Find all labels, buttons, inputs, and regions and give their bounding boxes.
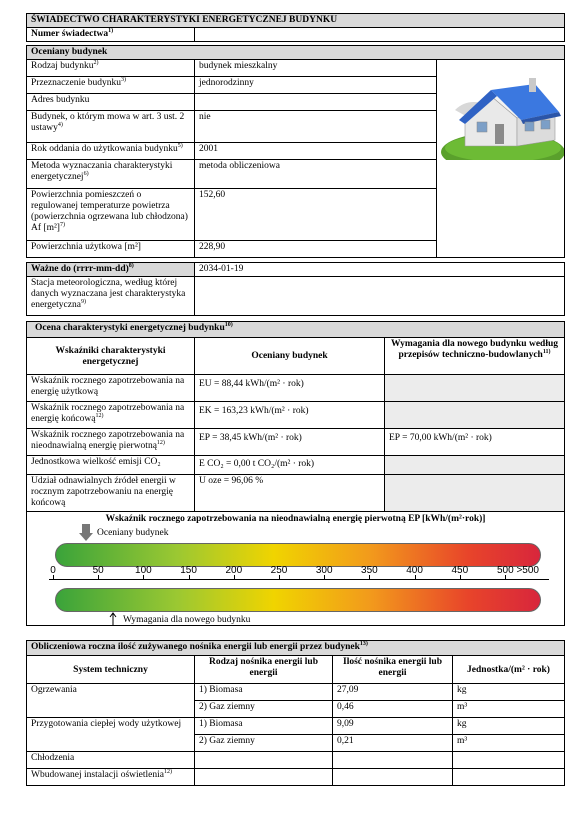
building-art3-label: Budynek, o którym mowa w art. 3 ust. 2 ustawy$^{4)}$ — [26, 110, 195, 143]
ep-scale-tick-label: 450 — [451, 565, 469, 576]
building-art3-value: nie — [194, 110, 437, 143]
assessment-col-requirements: Wymagania dla nowego budynku według przepisów techniczno-budowlanych$^{11)}$ — [384, 337, 565, 375]
ep-scale-tick-label: 200 — [225, 565, 243, 576]
carrier-row-unit: m³ — [452, 734, 565, 752]
ep-scale-tick-label: 400 — [406, 565, 423, 576]
building-purpose-label: Przeznaczenie budynku$^{3)}$ — [26, 76, 195, 94]
carrier-row-amount: 0,46 — [332, 700, 453, 718]
building-usable-area-label: Powierzchnia użytkowa [m²] — [26, 240, 195, 258]
indicator-ep-label: Wskaźnik rocznego zapotrzebowania na nieodnawialną energię pierwotną$^{12)}$ — [26, 428, 195, 456]
carrier-row-carrier — [194, 768, 333, 786]
ep-scale-bar-bottom — [55, 588, 541, 612]
carrier-row-unit: m³ — [452, 700, 565, 718]
building-method-value: metoda obliczeniowa — [194, 159, 437, 189]
carrier-row-unit — [452, 751, 565, 769]
carrier-row-amount — [332, 751, 453, 769]
carriers-col-amount: Ilość nośnika energii lub energii — [332, 655, 453, 684]
assessment-col-indicators: Wskaźniki charakterystyki energetycznej — [26, 337, 195, 375]
indicator-ek-req — [384, 401, 565, 429]
carrier-row-carrier: 2) Gaz ziemny — [194, 734, 333, 752]
building-address-value — [194, 93, 437, 111]
indicator-co2-label: Jednostkowa wielkość emisji CO₂ — [26, 455, 195, 475]
building-type-value: budynek mieszkalny — [194, 59, 437, 77]
indicator-oze-value: U oze = 96,06 % — [194, 474, 385, 512]
building-method-label: Metoda wyznaczania charakterystyki energetycznej$^{6)}$ — [26, 159, 195, 189]
valid-until-value: 2034-01-19 — [194, 262, 565, 277]
building-year-value: 2001 — [194, 142, 437, 160]
carriers-header: Obliczeniowa roczna ilość zużywanego nośnika energii lub energii przez budynek$^{13)}$ — [26, 640, 565, 656]
carrier-system-heating: Ogrzewania — [26, 683, 195, 718]
ep-requirement-arrow-icon — [109, 612, 117, 626]
ep-scale-tick-label: 350 — [361, 565, 378, 576]
carrier-row-amount: 0,21 — [332, 734, 453, 752]
building-type-label: Rodzaj budynku$^{2)}$ — [26, 59, 195, 77]
indicator-ek-label: Wskaźnik rocznego zapotrzebowania na energię końcową$^{12)}$ — [26, 401, 195, 429]
indicator-co2-req — [384, 455, 565, 475]
carriers-col-system: System techniczny — [26, 655, 195, 684]
ep-scale-tick-label: 250 — [270, 565, 288, 576]
building-usable-area-value: 228,90 — [194, 240, 437, 258]
weather-station-label: Stacja meteorologiczna, według której danych wyznaczana jest charakterystyka energetyczna$^{9)}$ — [26, 276, 195, 316]
ep-scale-axis — [49, 579, 549, 580]
indicator-ep-value: EP = 38,45 kWh/(m² · rok) — [194, 428, 385, 456]
indicator-eu-value: EU = 88,44 kWh/(m² · rok) — [194, 374, 385, 402]
building-address-label: Adres budynku — [26, 93, 195, 111]
carriers-col-carrier: Rodzaj nośnika energii lub energii — [194, 655, 333, 684]
carrier-row-amount: 27,09 — [332, 683, 453, 701]
house-image-cell — [436, 59, 565, 258]
assessment-col-building: Oceniany budynek — [194, 337, 385, 375]
ep-scale-tick-label: 150 — [180, 565, 197, 576]
ep-requirement-label: Wymagania dla nowego budynku — [123, 615, 251, 625]
assessment-header: Ocena charakterystyki energetycznej budynku$^{10)}$ — [26, 321, 565, 338]
indicator-co2-value: E CO₂ = 0,00 t CO₂/(m² · rok) — [194, 455, 385, 475]
indicator-oze-label: Udział odnawialnych źródeł energii w rocznym zapotrzebowaniu na energię końcową — [26, 474, 195, 512]
indicator-ep-req: EP = 70,00 kWh/(m² · rok) — [384, 428, 565, 456]
carrier-row-unit: kg — [452, 717, 565, 735]
ep-scale-tick-label: 0 — [50, 565, 56, 576]
valid-until-label: Ważne do (rrrr-mm-dd)$^{8)}$ — [26, 262, 195, 277]
ep-scale-tick-label: 500 >500 — [497, 565, 539, 576]
certificate-title: ŚWIADECTWO CHARAKTERYSTYKI ENERGETYCZNEJ BUDYNKU — [26, 13, 565, 28]
certificate-number-value — [194, 27, 565, 42]
carrier-row-amount: 9,09 — [332, 717, 453, 735]
ep-building-arrow-icon — [79, 524, 93, 542]
carriers-col-unit: Jednostka/(m² · rok) — [452, 655, 565, 684]
indicator-eu-req — [384, 374, 565, 402]
ep-building-label: Oceniany budynek — [97, 528, 169, 538]
carrier-row-carrier: 2) Gaz ziemny — [194, 700, 333, 718]
building-year-label: Rok oddania do użytkowania budynku$^{5)}$ — [26, 142, 195, 160]
carrier-system-lighting: Wbudowanej instalacji oświetlenia$^{12)}$ — [26, 768, 195, 786]
ep-scale-tick-label: 100 — [135, 565, 152, 576]
carrier-row-carrier: 1) Biomasa — [194, 683, 333, 701]
carrier-row-unit — [452, 768, 565, 786]
carrier-row-unit: kg — [452, 683, 565, 701]
ep-scale-box — [26, 511, 565, 626]
certificate-number-label: Numer świadectwa$^{1)}$ — [26, 27, 195, 42]
indicator-ek-value: EK = 163,23 kWh/(m² · rok) — [194, 401, 385, 429]
house-illustration-icon — [437, 70, 564, 160]
ep-scale-bar-top — [55, 543, 541, 567]
carrier-row-carrier — [194, 751, 333, 769]
ep-scale-tick-label: 50 — [92, 565, 104, 576]
indicator-oze-req — [384, 474, 565, 512]
building-purpose-value: jednorodzinny — [194, 76, 437, 94]
indicator-eu-label: Wskaźnik rocznego zapotrzebowania na energię użytkową — [26, 374, 195, 402]
ep-scale-tick-label: 300 — [315, 565, 333, 576]
weather-station-value — [194, 276, 565, 316]
building-heated-area-label: Powierzchnia pomieszczeń o regulowanej temperaturze powietrza (powierzchnia ogrzewana lub chłodzona) Af $[m^2]^{7)}$ — [26, 188, 195, 241]
carrier-system-hot-water: Przygotowania ciepłej wody użytkowej — [26, 717, 195, 752]
building-heated-area-value: 152,60 — [194, 188, 437, 241]
carrier-row-amount — [332, 768, 453, 786]
carrier-system-cooling: Chłodzenia — [26, 751, 195, 769]
ep-scale-title: Wskaźnik rocznego zapotrzebowania na nieodnawialną energię pierwotną EP [kWh/(m²·rok)] — [105, 514, 486, 524]
building-section-header: Oceniany budynek — [26, 45, 565, 60]
carrier-row-carrier: 1) Biomasa — [194, 717, 333, 735]
